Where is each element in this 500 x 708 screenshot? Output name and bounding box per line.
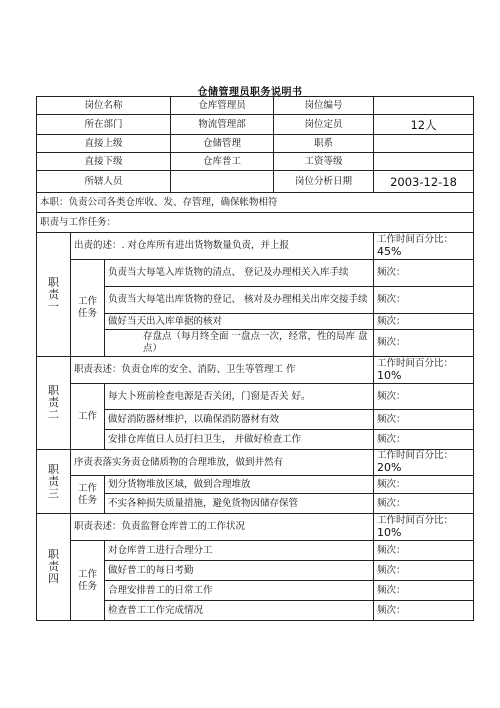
- task-text: 负责当大每笔入库货物的清点、 登记及办理相关入库手续: [105, 260, 374, 287]
- time-percent: 工作时间百分比：45%: [374, 233, 474, 260]
- duty-description: 出责的述：. 对仓库所有进出货物数量负责，并上报: [71, 233, 374, 260]
- duty-heading-row: [37, 213, 474, 233]
- info-label: 岗位分析日期: [274, 171, 374, 193]
- info-row: [37, 115, 474, 135]
- task-text: 检查普工工作完成情况: [105, 601, 374, 621]
- info-value: 仓库管理员: [171, 97, 274, 115]
- duty-desc-row: [37, 450, 474, 476]
- info-label: 岗位编号: [274, 97, 374, 115]
- task-row: [37, 260, 474, 287]
- task-text: 不实各种损失质量措施，避免货物因储存保管: [105, 494, 374, 514]
- info-value: [374, 97, 474, 115]
- main-duty: 本职：负责公司各类仓库收、发、存管理，确保帐物相符: [37, 193, 474, 213]
- info-row: [37, 171, 474, 193]
- task-label: 工作 任务: [71, 476, 105, 514]
- task-frequency: 频次：: [374, 476, 474, 494]
- duty-label: 职 责 三: [37, 450, 71, 514]
- info-label: 直接下级: [37, 153, 171, 171]
- info-label: 直接上级: [37, 135, 171, 153]
- info-row: [37, 97, 474, 115]
- task-text: 做好普工的每日考勤: [105, 561, 374, 581]
- duty-desc-row: [37, 514, 474, 541]
- task-text: 做好当天出入库单据的核对: [105, 314, 374, 330]
- info-row: [37, 153, 474, 171]
- task-label: 工作: [71, 384, 105, 450]
- task-label: 工作 任务: [71, 541, 105, 621]
- task-frequency: 频次：: [374, 410, 474, 430]
- task-text: 划分货物堆放区域，做到合理堆放: [105, 476, 374, 494]
- info-label: 所在部门: [37, 115, 171, 135]
- info-value: 仓储管理: [171, 135, 274, 153]
- info-value: 物流管理部: [171, 115, 274, 135]
- duty-desc-row: [37, 233, 474, 260]
- main-duty-row: [37, 193, 474, 213]
- duty-description: 序责表落实务责仓储质物的合理堆放，做到井然有: [71, 450, 374, 476]
- task-text: 安排仓库值日人员打扫卫生， 并做好检查工作: [105, 430, 374, 450]
- duty-label: 职 责 一: [37, 233, 71, 357]
- task-row: [37, 384, 474, 410]
- info-label: 所辖人员: [37, 171, 171, 193]
- duty-label: 职 责 四: [37, 514, 71, 621]
- task-frequency: 频次：: [374, 314, 474, 330]
- task-text: 做好消防器材维护，以确保消防器材有效: [105, 410, 374, 430]
- duty-description: 职责表述：负责仓库的安全、消防、卫生等管理工 作: [71, 357, 374, 384]
- task-text: 对仓库普工进行合理分工: [105, 541, 374, 561]
- duty-label: 职 责 二: [37, 357, 71, 450]
- info-value: 12人: [374, 115, 474, 135]
- info-value: [374, 153, 474, 171]
- info-label: 岗位名称: [37, 97, 171, 115]
- time-percent: 工作时间百分比：10%: [374, 514, 474, 541]
- task-frequency: 频次：: [374, 260, 474, 287]
- task-frequency: 频次：: [374, 601, 474, 621]
- info-row: [37, 135, 474, 153]
- task-row: [37, 476, 474, 494]
- task-frequency: 频次：: [374, 330, 474, 357]
- info-value: [171, 171, 274, 193]
- duty-heading: 职责与工作任务：: [37, 213, 474, 233]
- task-frequency: 频次：: [374, 287, 474, 314]
- task-frequency: 频次：: [374, 384, 474, 410]
- info-value: 仓库普工: [171, 153, 274, 171]
- task-row: [37, 541, 474, 561]
- analysis-date: 2003-12-18: [374, 171, 474, 193]
- job-description-table: [36, 96, 474, 621]
- task-label: 工作 任务: [71, 260, 105, 357]
- info-label: 岗位定员: [274, 115, 374, 135]
- time-percent: 工作时间百分比：20%: [374, 450, 474, 476]
- task-text: 每大卜班前检查电源是否关闭，门窗是否关 好。: [105, 384, 374, 410]
- task-text: 负责当大每笔出库货物的登记、 核对及办理相关出库交接手续: [105, 287, 374, 314]
- task-text: 合理安排普工的日常工作: [105, 581, 374, 601]
- info-label: 工资等级: [274, 153, 374, 171]
- duty-desc-row: [37, 357, 474, 384]
- duty-description: 职责表述：负责监督仓库普工的工作状况: [71, 514, 374, 541]
- task-frequency: 频次：: [374, 494, 474, 514]
- info-value: [374, 135, 474, 153]
- info-label: 职系: [274, 135, 374, 153]
- document-title: 仓储管理员职务说明书: [197, 87, 303, 98]
- task-text: 存盘点（每月终全面 一盘点一次，经常，性的局库 盘点）: [105, 330, 374, 357]
- task-frequency: 频次：: [374, 430, 474, 450]
- task-frequency: 频次：: [374, 561, 474, 581]
- time-percent: 工作时间百分比：10%: [374, 357, 474, 384]
- task-frequency: 频次：: [374, 541, 474, 561]
- task-frequency: 频次：: [374, 581, 474, 601]
